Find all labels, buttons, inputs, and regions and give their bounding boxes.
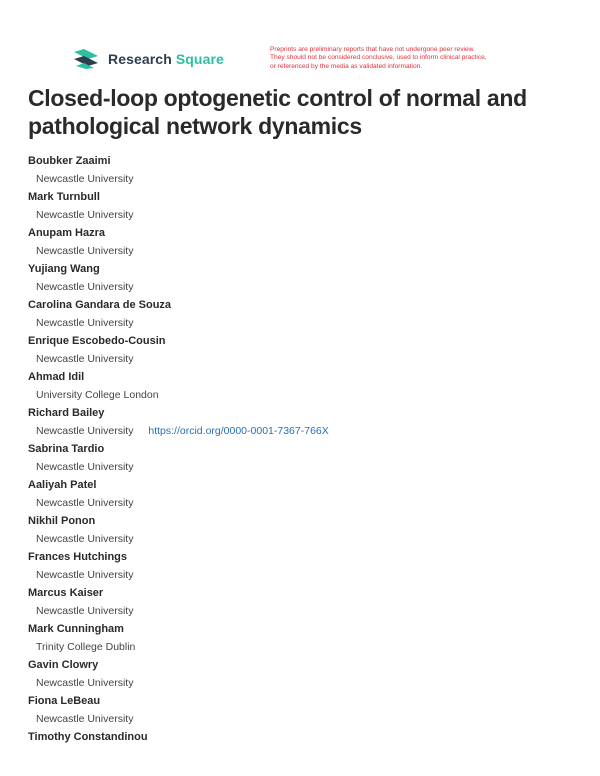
author-entry [28,586,573,622]
author-entry [28,190,573,226]
author-affiliation: Newcastle University [36,677,134,689]
logo-word-research: Research [108,51,172,67]
author-entry [28,442,573,478]
author-entry [28,406,573,442]
author-affiliation: Newcastle University [36,173,134,185]
author-name: Mark Turnbull [28,191,100,203]
author-entry [28,550,573,586]
author-affiliation: Newcastle University [36,353,134,365]
author-affiliation-text: Newcastle University [36,425,134,437]
author-affiliation: Newcastle University [36,497,134,509]
author-name: Richard Bailey [28,407,105,419]
author-entry [28,514,573,550]
author-affiliation: Newcastle University [36,281,134,293]
author-affiliation: Newcastle University [36,605,134,617]
author-affiliation: Newcastle University [36,245,134,257]
author-entry [28,262,573,298]
author-affiliation: Newcastle University [36,461,134,473]
author-affiliation: Newcastle University [36,569,134,581]
logo-word-square: Square [175,51,224,67]
author-affiliation: Trinity College Dublin [36,641,136,653]
research-square-logo-icon [74,49,100,69]
author-affiliation: Newcastle University [36,533,134,545]
author-name: Ahmad Idil [28,371,85,383]
author-entry [28,730,573,766]
author-name: Carolina Gandara de Souza [28,299,172,311]
author-entry [28,622,573,658]
author-entry [28,298,573,334]
author-affiliation: Newcastle University [36,317,134,329]
author-entry [28,370,573,406]
paper-title: Closed-loop optogenetic control of normal and pathological network dynamics [28,85,527,139]
author-entry [28,658,573,694]
author-name: Yujiang Wang [28,263,100,275]
author-name: Aaliyah Patel [28,479,97,491]
page-header [0,0,600,80]
author-name: Frances Hutchings [28,551,128,563]
disclaimer-line: They should not be considered conclusive, used to inform clinical practice, [270,54,487,62]
research-square-logo[interactable] [74,49,224,69]
author-affiliation: University College London [36,389,159,401]
author-name: Enrique Escobedo-Cousin [28,335,166,347]
author-name: Timothy Constandinou [28,731,148,743]
author-affiliation: Newcastle University [36,209,134,221]
author-entry [28,154,573,190]
logo-wordmark [108,51,224,67]
author-name: Mark Cunningham [28,623,124,635]
author-name: Boubker Zaaimi [28,155,111,167]
author-entry [28,478,573,514]
author-name: Nikhil Ponon [28,515,96,527]
author-name: Anupam Hazra [28,227,106,239]
author-entry [28,334,573,370]
preprint-disclaimer [270,46,540,71]
author-list [28,154,573,766]
author-entry [28,694,573,730]
author-name: Gavin Clowry [28,659,99,671]
author-affiliation [28,424,573,438]
author-name: Sabrina Tardio [28,443,105,455]
author-name: Marcus Kaiser [28,587,104,599]
disclaimer-line: Preprints are preliminary reports that have not undergone peer review. [270,46,475,53]
author-name: Fiona LeBeau [28,695,101,707]
disclaimer-line: or referenced by the media as validated information. [270,62,423,70]
author-affiliation: Newcastle University [36,713,134,725]
orcid-link[interactable]: https://orcid.org/0000-0001-7367-766X [148,425,329,437]
author-entry [28,226,573,262]
